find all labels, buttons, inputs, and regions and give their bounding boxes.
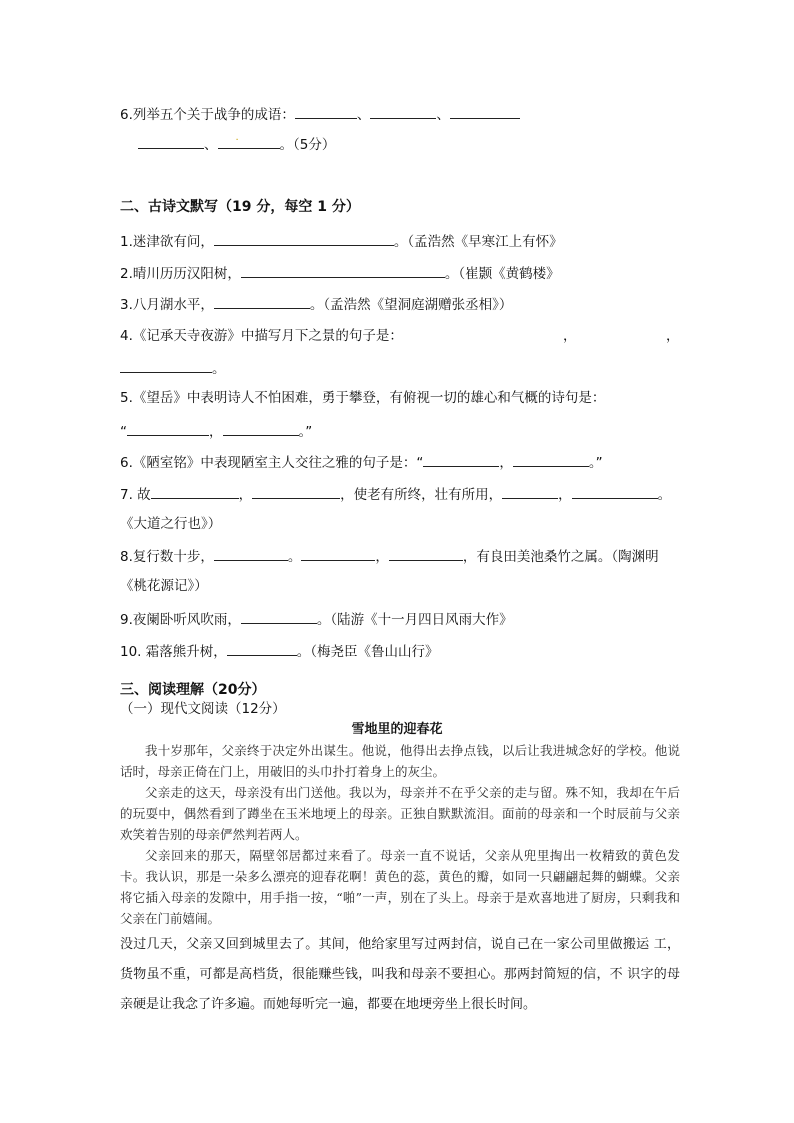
- answer-blank[interactable]: [295, 104, 357, 119]
- comma: ，: [209, 424, 223, 440]
- poem-item-7-source: 《大道之行也》）: [120, 516, 222, 532]
- answer-blank[interactable]: [423, 452, 499, 467]
- item-prompt: 3.八月湖水平，: [120, 297, 214, 313]
- comma: ，: [499, 455, 513, 471]
- answer-blank[interactable]: [214, 231, 394, 246]
- section3-heading: 三、阅读理解（20分）: [120, 682, 266, 698]
- poem-item-10: [120, 641, 439, 661]
- answer-blank[interactable]: [241, 263, 445, 278]
- q6-prompt: 6.列举五个关于战争的成语：: [120, 107, 295, 123]
- item-prompt: 1.迷津欲有问，: [120, 234, 214, 250]
- item-source: 。（陆游《十一月四日风雨大作》: [316, 612, 513, 628]
- item-prompt: 8.复行数十步，: [120, 549, 214, 565]
- item-text: ，使老有所终，壮有所用，: [340, 487, 503, 503]
- answer-blank[interactable]: [214, 294, 310, 309]
- item4-comma-a: ，: [563, 328, 577, 344]
- answer-blank[interactable]: [227, 641, 297, 656]
- section3-subheading: （一）现代文阅读（12分）: [120, 701, 286, 717]
- article-continuation: 没过几天，父亲又回到城里去了。其间，他给家里写过两封信，说自己在一家公司里做搬运 工，货物虽不重，可都是高档货，很能赚些钱，叫我和母亲不要担心。那两封简短的信，不 识字的母亲硬是让我念了许多遍。而她每听完一遍，都要在地埂旁坐上很长时间。: [120, 937, 680, 1012]
- poem-item-7: [120, 484, 671, 504]
- comma: ，: [238, 487, 253, 503]
- answer-blank[interactable]: [138, 134, 204, 149]
- answer-blank[interactable]: [572, 484, 658, 499]
- poem-item-2: [120, 263, 560, 283]
- answer-blank[interactable]: [120, 358, 212, 373]
- article-paragraph: 父亲走的这天，母亲没有出门送他。我以为，母亲并不在乎父亲的走与留。殊不知，我却在午后的玩耍中，偶然看到了蹲坐在玉米地埂上的母亲。正独自默默流泪。面前的母亲和一个时辰前与父亲欢笑着告别的母亲俨然判若两人。: [120, 785, 680, 842]
- q6-line1: [120, 104, 520, 124]
- article-paragraph: 我十岁那年，父亲终于决定外出谋生。他说，他得出去挣点钱，以后让我进城念好的学校。他说话时，母亲正倚在门上，用破旧的头巾扑打着身上的灰尘。: [120, 743, 680, 779]
- poem-item-5-cont: [120, 421, 312, 441]
- period: 。: [212, 361, 226, 377]
- section2-heading: 二、古诗文默写（19 分，每空 1 分）: [120, 199, 360, 215]
- poem-item-9: [120, 609, 513, 629]
- poem-item-4-cont: [120, 358, 226, 378]
- item-prompt: 10. 霜落熊升树，: [120, 644, 227, 660]
- poem-item-6: [120, 452, 603, 472]
- answer-blank[interactable]: [513, 452, 589, 467]
- stray-dot: ·: [235, 135, 239, 146]
- answer-blank[interactable]: [370, 104, 436, 119]
- item-prompt: 6.《陋室铭》中表现陋室主人交往之雅的句子是：“: [120, 455, 424, 471]
- poem-item-8: [120, 546, 659, 566]
- answer-blank[interactable]: [252, 484, 340, 499]
- item-source: 。（孟浩然《早寒江上有怀》: [393, 234, 563, 250]
- answer-blank[interactable]: [214, 546, 288, 561]
- answer-blank[interactable]: [450, 104, 520, 119]
- answer-blank[interactable]: [301, 546, 375, 561]
- comma: ，: [375, 549, 389, 565]
- poem-item-8-source: 《桃花源记》）: [120, 578, 208, 594]
- poem-item-1: [120, 231, 563, 251]
- poem-item-3: [120, 294, 512, 314]
- item-prompt: 5.《望岳》中表明诗人不怕困难，勇于攀登，有俯视一切的雄心和气概的诗句是：: [120, 390, 606, 406]
- close-quote: 。”: [588, 455, 603, 471]
- close-quote: 。”: [298, 424, 313, 440]
- poem-item-4: [120, 327, 403, 345]
- item-prompt: 7. 故: [120, 487, 151, 503]
- q6-score: 。（5分）: [279, 137, 336, 153]
- answer-blank[interactable]: [389, 546, 463, 561]
- answer-blank[interactable]: [127, 421, 209, 436]
- item-prompt: 4.《记承天寺夜游》中描写月下之景的句子是：: [120, 328, 403, 344]
- separator: 、: [204, 137, 218, 153]
- separator: 、: [356, 107, 371, 123]
- answer-blank[interactable]: [151, 484, 239, 499]
- item4-comma-b: ，: [666, 328, 680, 344]
- item-text: ，有良田美池桑竹之属。（陶渊明: [462, 549, 659, 565]
- article-title: 雪地里的迎春花: [351, 722, 443, 737]
- item-source: 。（梅尧臣《鲁山山行》: [296, 644, 439, 660]
- answer-blank[interactable]: [502, 484, 558, 499]
- poem-item-5: [120, 389, 605, 407]
- item-prompt: 9.夜阑卧听风吹雨，: [120, 612, 241, 628]
- period: 。: [657, 487, 672, 503]
- item-source: 。（崔颢《黄鹤楼》: [444, 266, 560, 282]
- q6-line2: [138, 134, 335, 154]
- article-paragraph: 父亲回来的那天，隔壁邻居都过来看了。母亲一直不说话，父亲从兜里掏出一枚精致的黄色发卡。我认识，那是一朵多么漂亮的迎春花啊！黄色的蕊，黄色的瓣，如同一只翩翩起舞的蝴蝶。父亲将它插入母亲的发隙中，用手指一按，“啪”一声，别在了头上。母亲于是欢喜地进了厨房，只剩我和父亲在门前嬉闹。: [120, 848, 680, 926]
- article-scanned-text: [120, 740, 680, 929]
- open-quote: “: [120, 424, 127, 440]
- separator: 、: [436, 107, 450, 123]
- comma: ，: [558, 487, 572, 503]
- item-prompt: 2.晴川历历汉阳树，: [120, 266, 241, 282]
- answer-blank[interactable]: [218, 134, 280, 149]
- answer-blank[interactable]: [241, 609, 317, 624]
- period: 。: [287, 549, 302, 565]
- answer-blank[interactable]: [223, 421, 299, 436]
- item-source: 。（孟浩然《望洞庭湖赠张丞相》）: [309, 297, 513, 313]
